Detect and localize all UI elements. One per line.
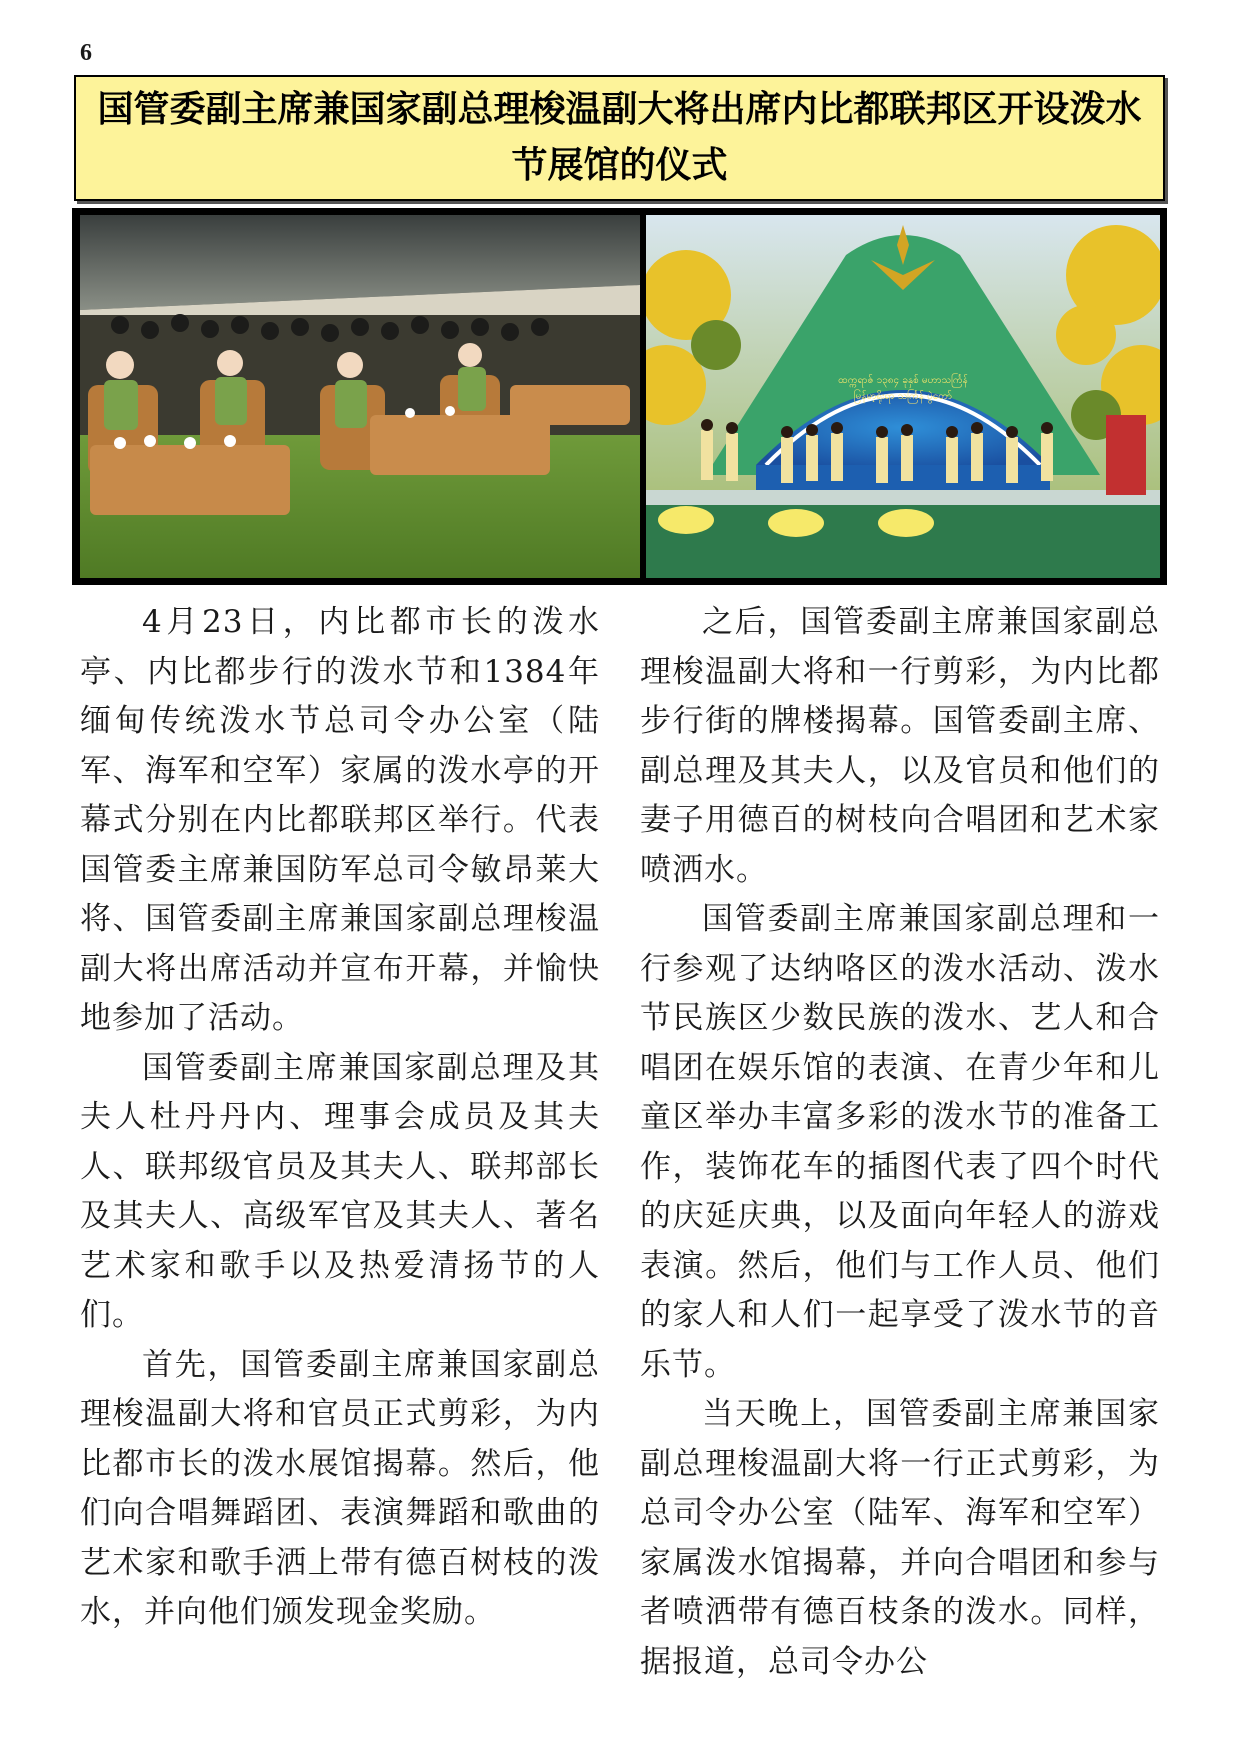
headline-box — [74, 75, 1165, 201]
stage-banner-line1: ထက္ကရာဇ် ၁၃၈၄ ခုနှစ် မဟာသင်္ကြန် — [838, 375, 968, 386]
article-paragraph: 当天晚上，国管委副主席兼国家副总理梭温副大将一行正式剪彩，为总司令办公室（陆军、海军和空军）家属泼水馆揭幕，并向合唱团和参与者喷洒带有德百枝条的泼水。同样，据报道，总司令办公 — [640, 1396, 1160, 1680]
headline: 国管委副主席兼国家副总理梭温副大将出席内比都联邦区开设泼水节展馆的仪式 — [97, 89, 1142, 186]
article-column-left — [80, 598, 600, 1638]
photo-strip — [72, 208, 1167, 585]
article-paragraph: 国管委副主席兼国家副总理和一行参观了达纳咯区的泼水活动、泼水节民族区少数民族的泼水、艺人和合唱团在娱乐馆的表演、在青少年和儿童区举办丰富多彩的泼水节的准备工作，装饰花车的插图代表了四个时代的庆延庆典，以及面向年轻人的游戏表演。然后，他们与工作人员、他们的家人和人们一起享受了泼水节的音乐节。 — [640, 901, 1160, 1383]
page-number: 6 — [80, 40, 92, 66]
article-column-right — [640, 598, 1160, 1687]
article-body — [80, 598, 1160, 1718]
stage-dance-photo — [646, 215, 1160, 578]
audience-seated-photo — [80, 215, 640, 578]
article-paragraph: 国管委副主席兼国家副总理及其夫人杜丹丹内、理事会成员及其夫人、联邦级官员及其夫人、联邦部长及其夫人、高级军官及其夫人、著名艺术家和歌手以及热爱清扬节的人们。 — [80, 1049, 600, 1333]
article-paragraph: 首先，国管委副主席兼国家副总理梭温副大将和官员正式剪彩，为内比都市长的泼水展馆揭幕。然后，他们向合唱舞蹈团、表演舞蹈和歌曲的艺术家和歌手洒上带有德百树枝的泼水，并向他们颁发现金奖励。 — [80, 1346, 600, 1630]
article-paragraph: 4月23日，内比都市长的泼水亭、内比都步行的泼水节和1384年缅甸传统泼水节总司令办公室（陆军、海军和空军）家属的泼水亭的开幕式分别在内比都联邦区举行。代表国管委主席兼国防军总司令敏昂莱大将、国管委副主席兼国家副总理梭温副大将出席活动并宣布开幕，并愉快地参加了活动。 — [80, 604, 600, 1036]
article-paragraph: 之后，国管委副主席兼国家副总理梭温副大将和一行剪彩，为内比都步行街的牌楼揭幕。国管委副主席、副总理及其夫人，以及官员和他们的妻子用德百的树枝向合唱团和艺术家喷洒水。 — [640, 604, 1160, 888]
stage-banner-line2: မြန်မာ့ရိုးရာ သင်္ကြန် ပွဲတော် — [853, 391, 953, 402]
